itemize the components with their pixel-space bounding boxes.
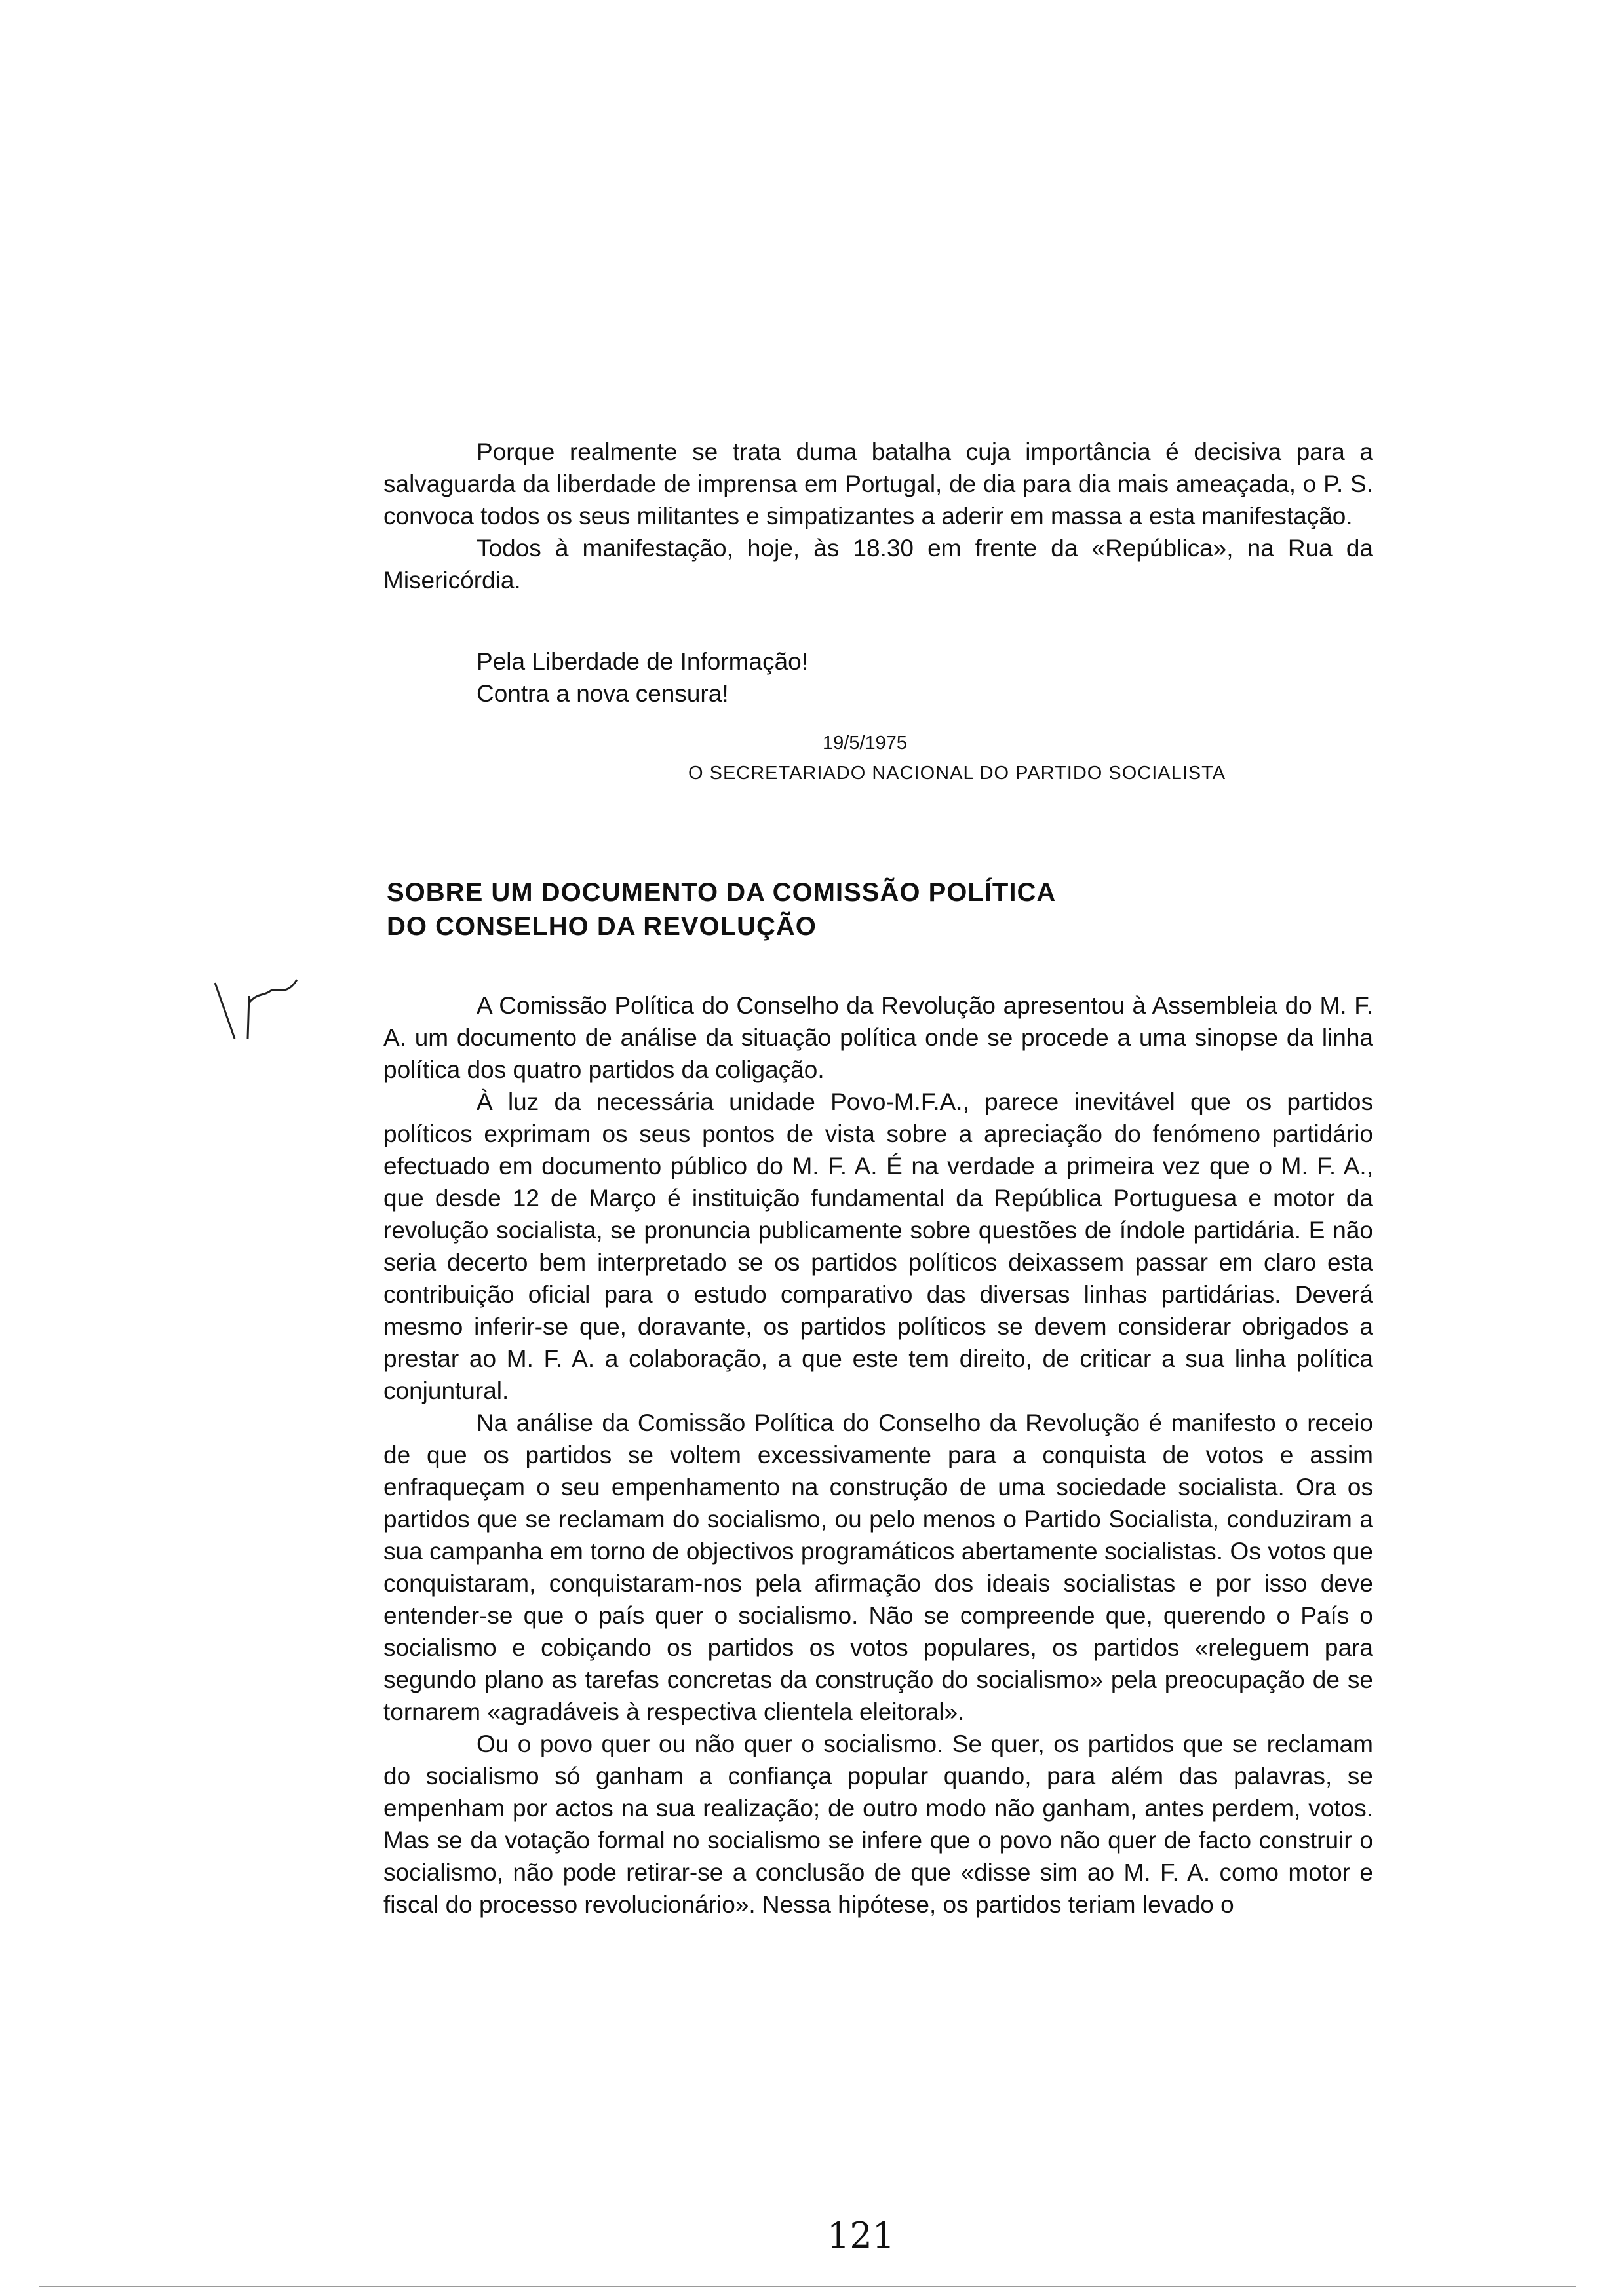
notice-text	[383, 436, 1373, 596]
article-title	[387, 875, 1056, 944]
article-body	[383, 989, 1373, 1921]
page-number: 121	[827, 2215, 895, 2256]
article-paragraph: À luz da necessária unidade Povo-M.F.A., parece inevitável que os partidos políticos exprimam os seus pontos de vista sobre a apreciação do fenómeno partidário efectuado em documento público do M. F. A. É na verdade a primeira vez que o M. F. A., que desde 12 de Março é instituição fundamental da República Portuguesa e motor da revolução socialista, se pronuncia publicamente sobre questões de índole partidária. E não seria decerto bem interpretado se os partidos políticos deixassem passar em claro esta contribuição oficial para o estudo comparativo das diversas linhas partidárias. Deverá mesmo inferir-se que, doravante, os partidos políticos se devem considerar obrigados a prestar ao M. F. A. a colaboração, a que este tem direito, de criticar a sua linha política conjuntural.	[383, 1088, 1373, 1404]
notice-date: 19/5/1975	[823, 733, 908, 754]
article-paragraph: Ou o povo quer ou não quer o socialismo. Se quer, os partidos que se reclamam do socialismo só ganham a confiança popular quando, para além das palavras, se empenham por actos na sua realização; de outro modo não ganham, antes perdem, votos. Mas se da votação formal no socialismo se infere que o povo não quer de facto construir o socialismo, não pode retirar-se a conclusão de que «disse sim ao M. F. A. como motor e fiscal do processo revolucionário». Nessa hipótese, os partidos teriam levado o	[383, 1731, 1373, 1918]
slogan-line: Pela Liberdade de Informação!	[477, 648, 809, 675]
notice-signature: O SECRETARIADO NACIONAL DO PARTIDO SOCIALISTA	[688, 763, 1226, 784]
scan-edge-line	[39, 2286, 1576, 2287]
handwritten-margin-mark	[208, 976, 307, 1055]
article-title-line: SOBRE UM DOCUMENTO DA COMISSÃO POLÍTICA	[387, 878, 1057, 907]
article-paragraph: Na análise da Comissão Política do Conselho da Revolução é manifesto o receio de que os partidos se voltem excessivamente para a conquista de votos e assim enfraqueçam o seu empenhamento na construção de uma sociedade socialista. Ora os partidos que se reclamam do socialismo, ou pelo menos o Partido Socialista, conduziram a sua campanha em torno de objectivos programáticos abertamente socialistas. Os votos que conquistaram, conquistaram-nos pela afirmação dos ideais socialistas e por isso deve entender-se que o país quer o socialismo. Não se compreende que, querendo o País o socialismo e cobiçando os partidos os votos populares, os partidos «releguem para segundo plano as tarefas concretas da construção do socialismo» pela preocupação de se tornarem «agradáveis à respectiva clientela eleitoral».	[383, 1409, 1373, 1725]
notice-paragraph: Todos à manifestação, hoje, às 18.30 em frente da «República», na Rua da Misericórdia.	[383, 535, 1373, 594]
article-title-line: DO CONSELHO DA REVOLUÇÃO	[387, 912, 817, 941]
notice-paragraph: Porque realmente se trata duma batalha cuja importância é decisiva para a salvaguarda da liberdade de imprensa em Portugal, de dia para dia mais ameaçada, o P. S. convoca todos os seus militantes e simpatizantes a aderir em massa a esta manifestação.	[383, 438, 1373, 529]
slogans	[477, 645, 808, 710]
slogan-line: Contra a nova censura!	[477, 680, 729, 707]
article-paragraph: A Comissão Política do Conselho da Revolução apresentou à Assembleia do M. F. A. um documento de análise da situação política onde se procede a uma sinopse da linha política dos quatro partidos da coligação.	[383, 992, 1373, 1083]
